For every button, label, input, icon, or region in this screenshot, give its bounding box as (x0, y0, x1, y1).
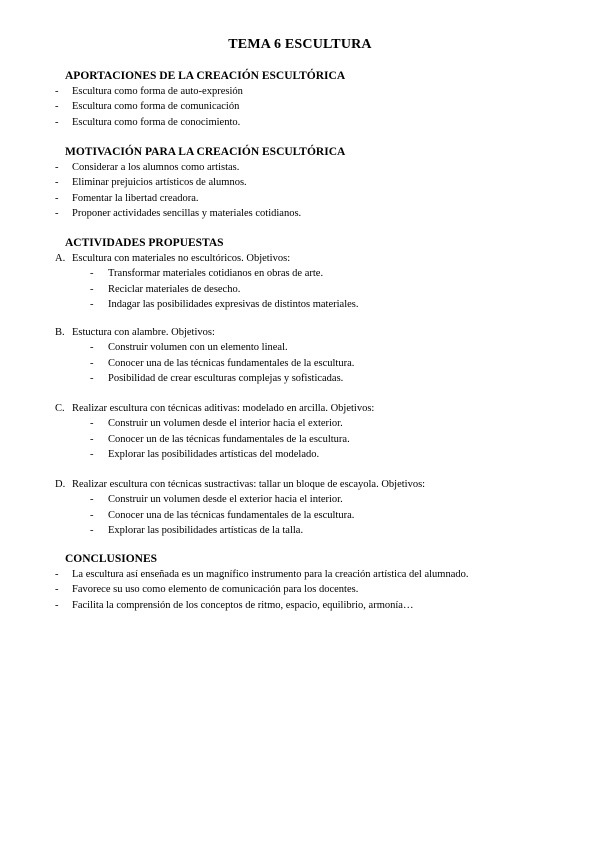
bullet-dash: - (55, 569, 59, 580)
objective-item (55, 356, 575, 371)
bullet-dash: - (90, 372, 94, 384)
bullet-dash: - (55, 584, 59, 596)
activity-letter: C. (55, 403, 65, 414)
activity-group-d (55, 477, 575, 538)
objective-text: Explorar las posibilidades artísticas del modelado. (108, 448, 320, 460)
activity-letter: D. (55, 479, 66, 490)
activity-text: Escultura con materiales no escultóricos. Objetivos: (72, 253, 291, 264)
bullet-dash: - (55, 177, 59, 189)
objective-text: Construir un volumen desde el exterior hacia el interior. (108, 494, 343, 506)
list-item (55, 598, 575, 613)
objective-item (55, 266, 575, 281)
bullet-dash: - (55, 86, 59, 97)
bullet-dash: - (55, 599, 59, 611)
objective-text: Reciclar materiales de desecho. (108, 283, 241, 295)
activity-text: Realizar escultura con técnicas aditivas: modelado en arcilla. Objetivos: (72, 403, 375, 414)
section-heading: CONCLUSIONES (65, 553, 158, 565)
bullet-dash: - (90, 433, 94, 445)
activity-letter: B. (55, 327, 65, 338)
objective-text: Conocer un de las técnicas fundamentales de la escultura. (108, 433, 350, 445)
bullet-dash: - (90, 494, 94, 506)
bullet-dash: - (90, 357, 94, 369)
list-item (55, 582, 575, 597)
objective-text: Conocer una de las técnicas fundamentales de la escultura. (108, 509, 355, 521)
list-item-text: La escultura así enseñada es un magnífico instrumento para la creación artística del alumnado. (72, 569, 469, 580)
list-item-text: Facilita la comprensión de los conceptos de ritmo, espacio, equilibrio, armonía… (72, 599, 414, 611)
list-item-text: Proponer actividades sencillas y materiales cotidianos. (72, 207, 302, 219)
activity-item (55, 251, 575, 266)
activity-item (55, 401, 575, 416)
objective-item (55, 340, 575, 355)
section-heading: ACTIVIDADES PROPUESTAS (65, 237, 224, 249)
activity-text: Estuctura con alambre. Objetivos: (72, 327, 215, 338)
section-aportaciones (55, 68, 575, 130)
bullet-dash: - (55, 192, 59, 204)
bullet-dash: - (90, 342, 94, 354)
list-item-text: Eliminar prejuicios artísticos de alumnos. (72, 177, 247, 189)
list-item (55, 567, 575, 582)
bullet-dash: - (55, 207, 59, 219)
list-item (55, 206, 575, 221)
list-item-text: Escultura como forma de comunicación (72, 101, 240, 113)
objective-item (55, 297, 575, 312)
objective-text: Construir volumen con un elemento lineal. (108, 342, 288, 354)
list-item-text: Favorece su uso como elemento de comunicación para los docentes. (72, 584, 359, 596)
objective-item (55, 492, 575, 507)
objective-item (55, 282, 575, 297)
section-motivacion (55, 144, 575, 221)
activity-group-c (55, 401, 575, 462)
objective-text: Posibilidad de crear esculturas complejas y sofisticadas. (108, 372, 344, 384)
bullet-dash: - (55, 116, 59, 128)
activity-item (55, 325, 575, 340)
section-heading: APORTACIONES DE LA CREACIÓN ESCULTÓRICA (65, 70, 346, 82)
activity-letter: A. (55, 253, 66, 264)
bullet-dash: - (55, 101, 59, 113)
bullet-dash: - (55, 162, 59, 173)
bullet-dash: - (90, 268, 94, 280)
objective-item (55, 447, 575, 462)
objective-item (55, 371, 575, 386)
section-heading: MOTIVACIÓN PARA LA CREACIÓN ESCULTÓRICA (65, 146, 346, 158)
list-item (55, 115, 575, 130)
activity-text: Realizar escultura con técnicas sustractivas: tallar un bloque de escayola. Objetivos: (72, 479, 426, 490)
bullet-dash: - (90, 524, 94, 536)
objective-text: Indagar las posibilidades expresivas de distintos materiales. (108, 298, 359, 310)
list-item (55, 160, 575, 175)
list-item (55, 84, 575, 99)
bullet-dash: - (90, 283, 94, 295)
list-item (55, 191, 575, 206)
bullet-dash: - (90, 298, 94, 310)
list-item (55, 175, 575, 190)
list-item (55, 99, 575, 114)
objective-item (55, 416, 575, 431)
activity-group-b (55, 325, 575, 386)
objective-text: Conocer una de las técnicas fundamentales de la escultura. (108, 357, 355, 369)
objective-item (55, 523, 575, 538)
objective-text: Explorar las posibilidades artísticas de la talla. (108, 524, 304, 536)
activity-item (55, 477, 575, 492)
section-actividades (55, 235, 575, 312)
bullet-dash: - (90, 448, 94, 460)
list-item-text: Fomentar la libertad creadora. (72, 192, 199, 204)
document-title: TEMA 6 ESCULTURA (228, 37, 372, 52)
list-item-text: Considerar a los alumnos como artistas. (72, 162, 240, 173)
list-item-text: Escultura como forma de conocimiento. (72, 116, 241, 128)
objective-item (55, 508, 575, 523)
bullet-dash: - (90, 509, 94, 521)
bullet-dash: - (90, 418, 94, 430)
objective-text: Construir un volumen desde el interior hacia el exterior. (108, 418, 343, 430)
section-conclusiones (55, 551, 575, 613)
objective-text: Transformar materiales cotidianos en obras de arte. (108, 268, 324, 280)
objective-item (55, 432, 575, 447)
list-item-text: Escultura como forma de auto-expresión (72, 86, 243, 97)
